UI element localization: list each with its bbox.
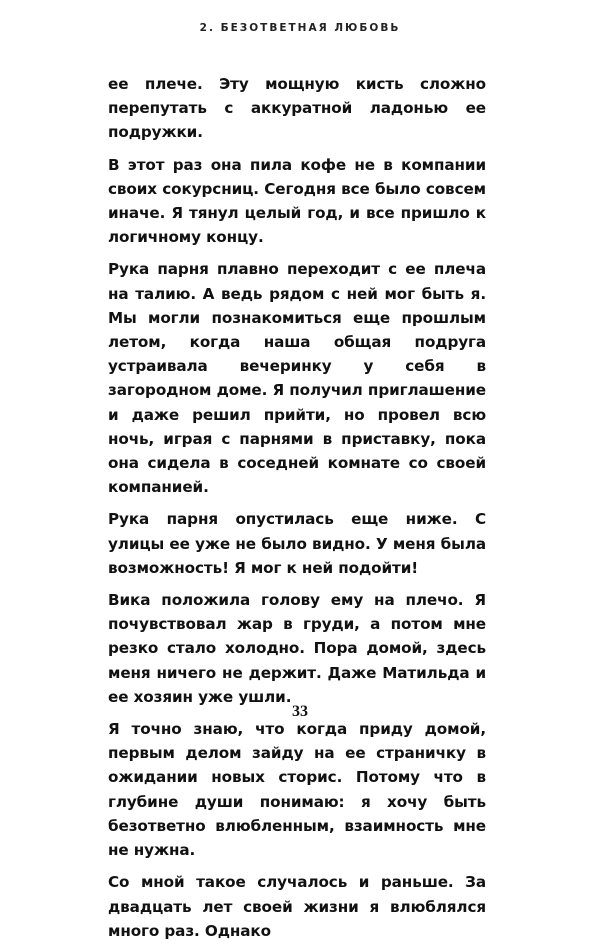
paragraph: Вика положила голову ему на плечо. Я почувствовал жар в груди, а потом мне резко стало холодно. Пора домой, здесь меня ничего не держит. Даже Матильда и ее хозяин уже ушли. [108, 591, 486, 706]
page-number: 33 [292, 703, 308, 720]
paragraph: Рука парня плавно переходит с ее плеча на талию. А ведь рядом с ней мог быть я. Мы могли познакомиться еще прошлым летом, когда наша общая подруга устраивала вечеринку у себя в загородном доме. Я получил приглашение и даже решил прийти, но провел всю ночь, играя с парнями в приставку, пока она сидела в соседней комнате со своей компанией. [108, 260, 486, 497]
paragraph: Я точно знаю, что когда приду домой, первым делом зайду на ее страничку в ожидании новых сторис. Потому что в глубине души понимаю: я хочу быть безответно влюбленным, взаимность мне не нужна. [108, 720, 486, 860]
body-text [108, 72, 486, 951]
running-header: 2. БЕЗОТВЕТНАЯ ЛЮБОВЬ [199, 22, 401, 34]
paragraph: В этот раз она пила кофе не в компании своих сокурсниц. Сегодня все было совсем иначе. Я тянул целый год, и все пришло к логичному концу. [108, 155, 486, 247]
paragraph: ее плече. Эту мощную кисть сложно перепутать с аккуратной ладонью ее подружки. [108, 75, 486, 142]
paragraph: Со мной такое случалось и раньше. За двадцать лет своей жизни я влюблялся много раз. Однако [108, 873, 486, 940]
paragraph: Рука парня опустилась еще ниже. С улицы ее уже не было видно. У меня была возможность! Я мог к ней подойти! [108, 510, 486, 577]
